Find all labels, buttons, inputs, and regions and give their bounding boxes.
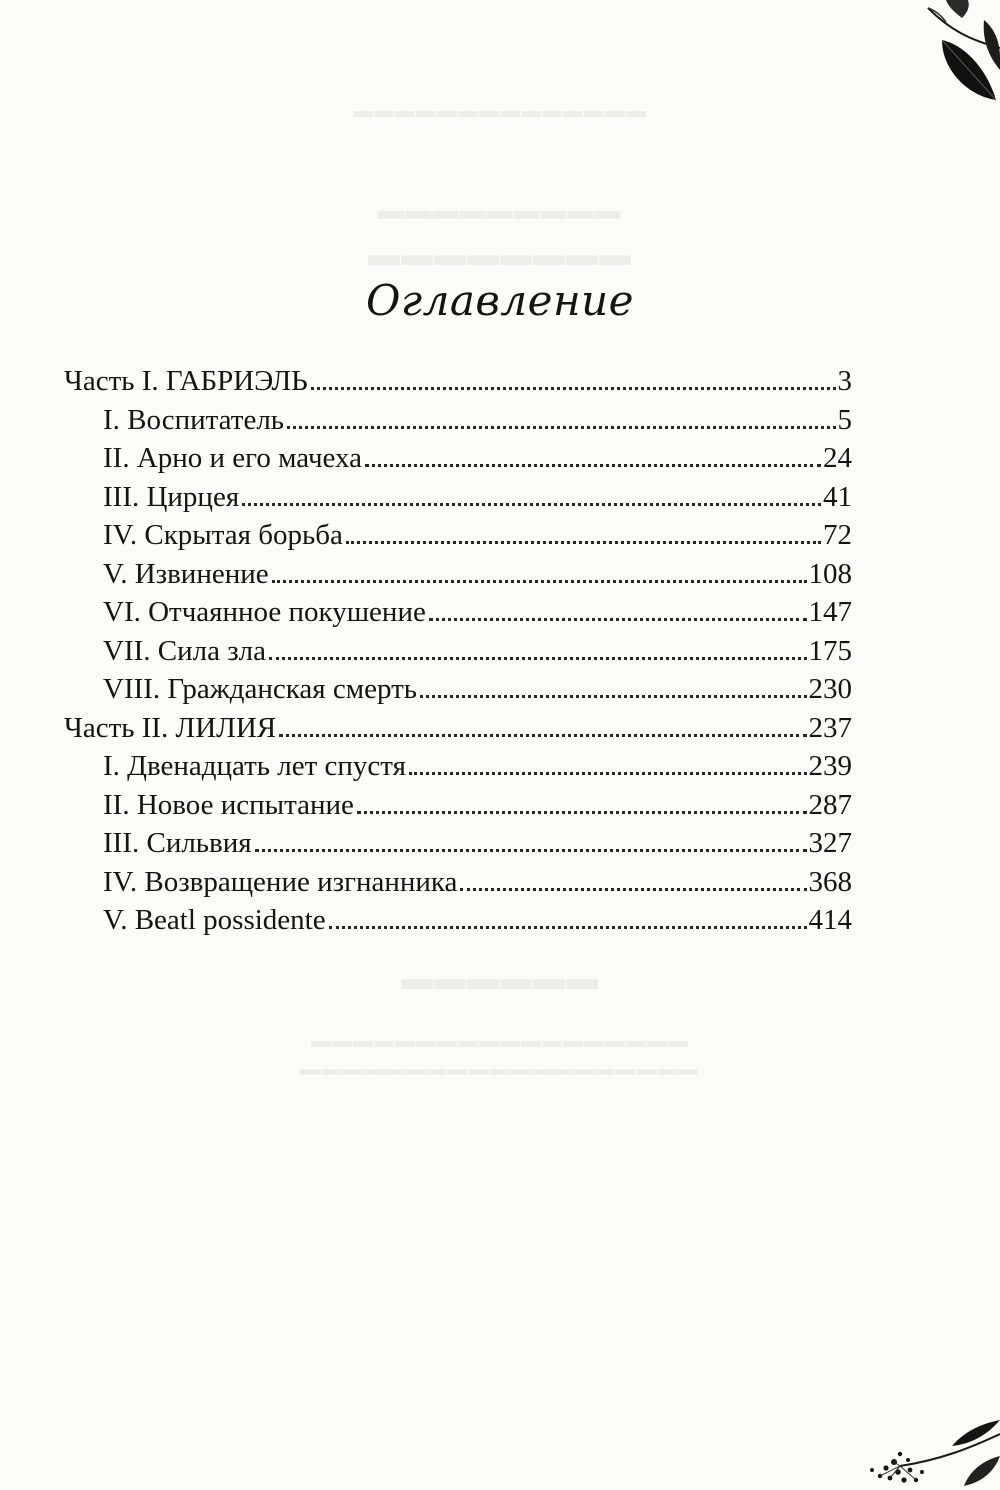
toc-entry-title: Часть I. ГАБРИЭЛЬ [64, 365, 308, 397]
toc-dot-leader [346, 541, 821, 544]
toc-part-entry [64, 362, 852, 401]
toc-dot-leader [279, 734, 806, 737]
toc-dot-leader [242, 503, 821, 506]
toc-page-number: 368 [808, 865, 852, 898]
toc-dot-leader [255, 849, 807, 852]
toc-chapter-entry [64, 516, 852, 555]
toc-page-number: 175 [808, 634, 852, 667]
toc-chapter-entry [64, 555, 852, 594]
toc-entry-title: II. Новое испытание [103, 788, 354, 821]
toc-dot-leader [357, 811, 807, 814]
toc-dot-leader [269, 657, 806, 660]
toc-dot-leader [460, 888, 806, 891]
leaf-branch-icon [850, 0, 1000, 130]
page-title: Оглавление [365, 276, 635, 325]
toc-entry-title: III. Сильвия [103, 827, 252, 859]
toc-page-number: 5 [837, 403, 852, 436]
toc-chapter-entry [64, 863, 852, 902]
toc-entry-title: V. Извинение [103, 557, 269, 590]
toc-chapter-entry [64, 747, 852, 786]
toc-entry-title: II. Арно и его мачеха [103, 442, 363, 474]
toc-entry-title: VI. Отчаянное покушение [103, 596, 426, 628]
toc-page-number: 414 [808, 904, 852, 936]
toc-entry-title: I. Воспитатель [103, 403, 285, 436]
show-through-texture: ▬▬▬▬▬▬▬▬▬ [378, 196, 622, 225]
toc-part-entry [64, 709, 852, 748]
toc-page-number: 230 [808, 673, 852, 705]
toc-dot-leader [287, 426, 835, 429]
toc-entry-title: Часть II. ЛИЛИЯ [64, 711, 277, 744]
toc-dot-leader [272, 580, 807, 583]
toc-page-number: 72 [823, 519, 852, 551]
toc-page-number: 3 [837, 365, 852, 397]
toc-entry-title: IV. Возвращение изгнанника [103, 865, 458, 898]
toc-page-number: 327 [808, 827, 852, 859]
toc-page-number: 237 [808, 711, 852, 744]
show-through-texture: ▬▬▬▬▬▬▬▬▬▬▬▬▬▬▬▬▬▬ [311, 1030, 689, 1052]
toc-chapter-entry [64, 632, 852, 671]
show-through-texture: ▬▬▬▬▬▬ [401, 960, 599, 996]
toc-chapter-entry [64, 478, 852, 517]
toc-dot-leader [409, 772, 807, 775]
toc-dot-leader [329, 926, 807, 929]
toc-chapter-entry [64, 670, 852, 709]
toc-page-number: 108 [808, 557, 852, 590]
toc-chapter-entry [64, 786, 852, 825]
toc-page-number: 287 [808, 788, 852, 821]
toc-entry-title: VII. Сила зла [103, 634, 267, 667]
toc-entry-title: VIII. Гражданская смерть [103, 673, 418, 705]
toc-page-number: 41 [823, 480, 852, 513]
toc-chapter-entry [64, 593, 852, 632]
toc-entry-title: IV. Скрытая борьба [103, 519, 343, 551]
show-through-texture: ▬▬▬▬▬▬▬▬▬▬▬▬▬▬ [353, 100, 647, 122]
table-of-contents [64, 362, 852, 940]
toc-page-number: 147 [808, 596, 852, 628]
toc-dot-leader [311, 387, 836, 390]
toc-dot-leader [420, 695, 806, 698]
toc-dot-leader [429, 618, 807, 621]
toc-chapter-entry [64, 901, 852, 940]
toc-chapter-entry [64, 824, 852, 863]
toc-dot-leader [365, 464, 821, 467]
toc-chapter-entry [64, 401, 852, 440]
toc-page-number: 24 [823, 442, 852, 474]
show-through-texture: ▬▬▬▬▬▬▬▬▬▬▬▬▬▬▬▬▬▬▬ [300, 1058, 700, 1080]
toc-entry-title: I. Двенадцать лет спустя [103, 750, 406, 782]
berry-sprig-icon [860, 1390, 1000, 1490]
toc-page-number: 239 [808, 750, 852, 782]
toc-entry-title: V. Beatl possidente [103, 904, 326, 936]
toc-chapter-entry [64, 439, 852, 478]
toc-entry-title: III. Цирцея [103, 480, 240, 513]
show-through-texture: ▬▬▬▬▬▬▬▬ [368, 236, 632, 272]
